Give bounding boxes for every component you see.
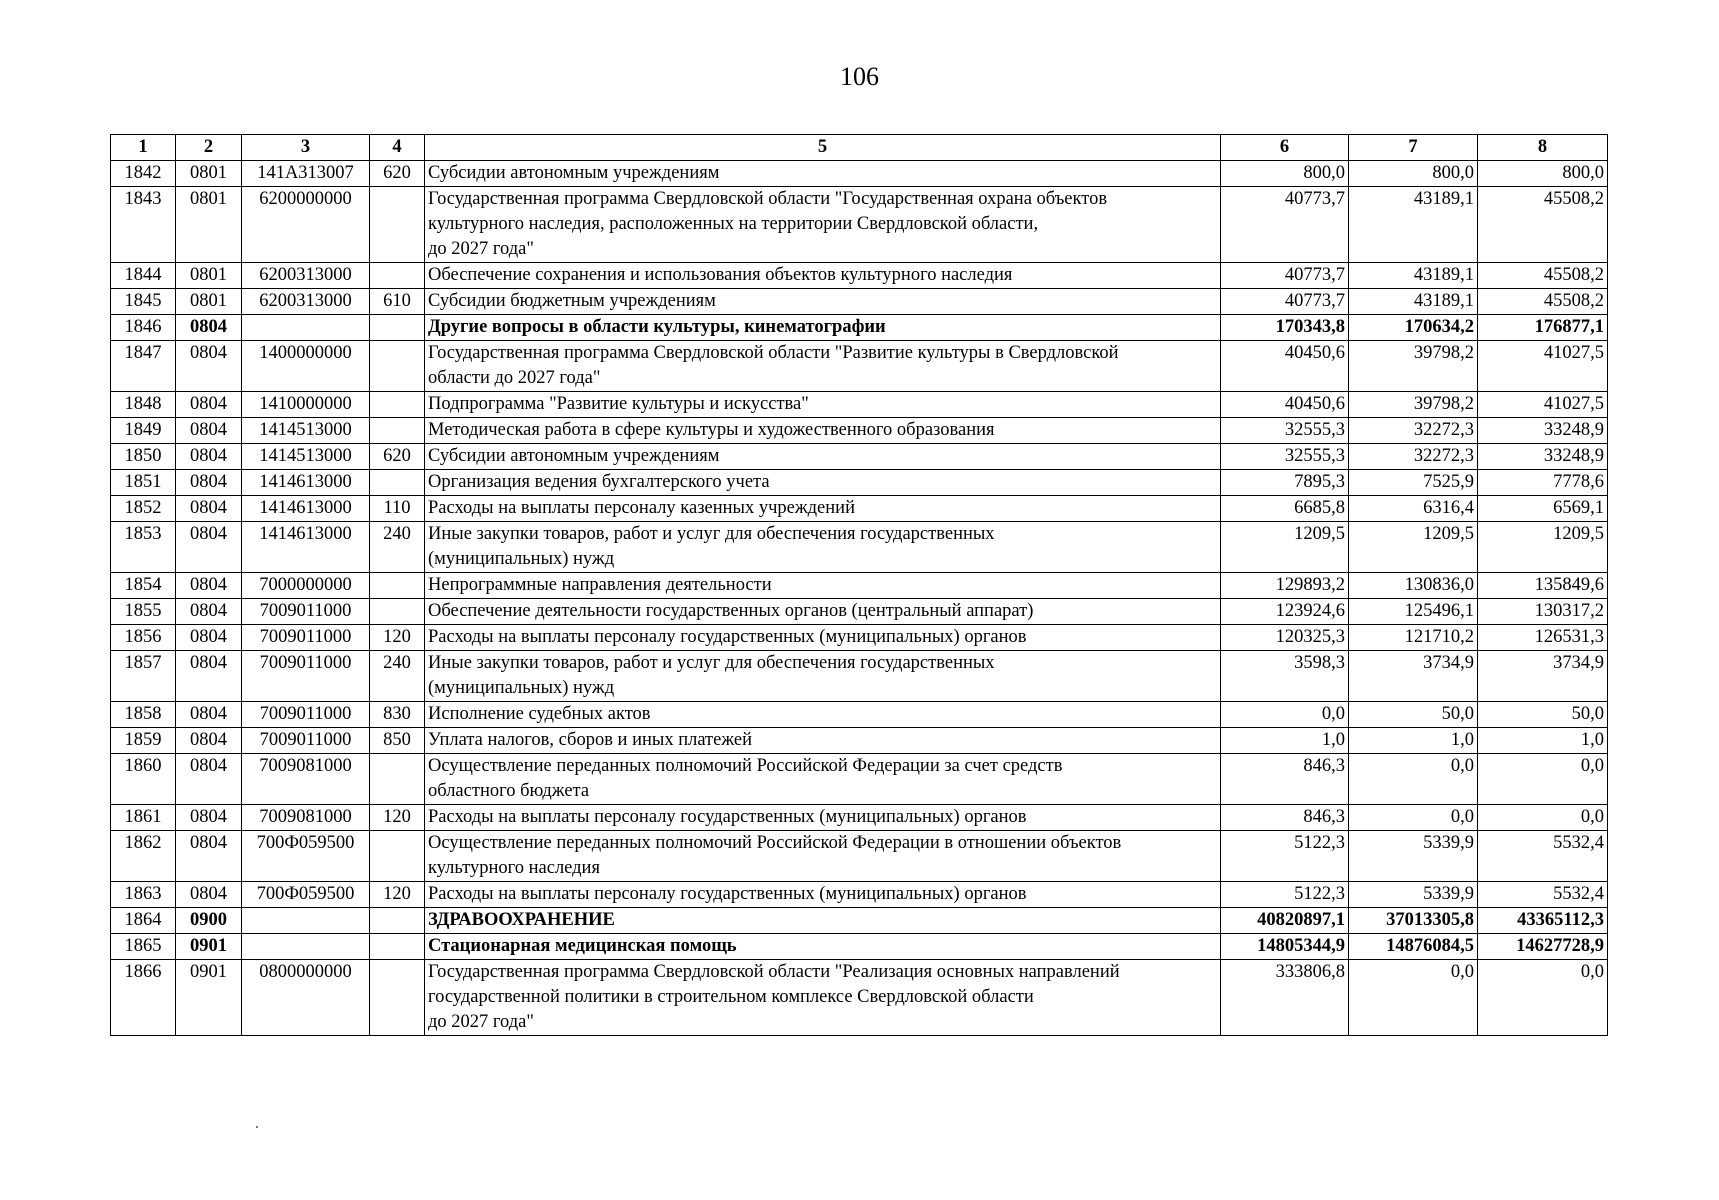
amount-2027-cell: 1,0: [1478, 728, 1608, 754]
table-row: [111, 496, 1608, 522]
header-col-6: 6: [1221, 135, 1349, 161]
amount-2025-cell: 1209,5: [1221, 522, 1349, 573]
expense-type-cell: [370, 599, 425, 625]
amount-2027-cell: 41027,5: [1478, 341, 1608, 392]
table-row: [111, 161, 1608, 187]
amount-2026-cell: 43189,1: [1349, 187, 1478, 263]
table-row: [111, 625, 1608, 651]
row-number-cell: 1858: [111, 702, 176, 728]
description-cell: [425, 702, 1221, 728]
table-row: [111, 728, 1608, 754]
amount-2027-cell: 45508,2: [1478, 187, 1608, 263]
expense-type-cell: [370, 263, 425, 289]
description-line: Уплата налогов, сборов и иных платежей: [428, 730, 753, 750]
description-line: культурного наследия, расположенных на территории Свердловской области,: [428, 214, 1039, 234]
amount-2027-cell: 33248,9: [1478, 418, 1608, 444]
amount-2025-cell: 6685,8: [1221, 496, 1349, 522]
amount-2025-cell: 14805344,9: [1221, 934, 1349, 960]
table-row: [111, 934, 1608, 960]
amount-2027-cell: 50,0: [1478, 702, 1608, 728]
amount-2025-cell: 32555,3: [1221, 444, 1349, 470]
description-cell: [425, 289, 1221, 315]
amount-2026-cell: 6316,4: [1349, 496, 1478, 522]
description-line: до 2027 года": [428, 1012, 534, 1032]
row-number-cell: 1843: [111, 187, 176, 263]
amount-2027-cell: 0,0: [1478, 805, 1608, 831]
amount-2026-cell: 130836,0: [1349, 573, 1478, 599]
expense-type-cell: [370, 315, 425, 341]
table-row: [111, 651, 1608, 702]
row-number-cell: 1859: [111, 728, 176, 754]
description-line: культурного наследия: [428, 858, 600, 878]
description-cell: [425, 161, 1221, 187]
target-code-cell: 700Ф059500: [242, 831, 370, 882]
description-line: Расходы на выплаты персоналу государственных (муниципальных) органов: [428, 807, 1027, 827]
description-cell: [425, 882, 1221, 908]
section-code-cell: 0901: [176, 934, 242, 960]
amount-2026-cell: 121710,2: [1349, 625, 1478, 651]
section-code-cell: 0804: [176, 315, 242, 341]
section-code-cell: 0804: [176, 754, 242, 805]
target-code-cell: 7000000000: [242, 573, 370, 599]
table-row: [111, 392, 1608, 418]
amount-2025-cell: 129893,2: [1221, 573, 1349, 599]
row-number-cell: 1854: [111, 573, 176, 599]
expense-type-cell: [370, 341, 425, 392]
table-row: [111, 908, 1608, 934]
section-code-cell: 0804: [176, 625, 242, 651]
budget-table: [110, 134, 1608, 1036]
target-code-cell: 6200000000: [242, 187, 370, 263]
amount-2025-cell: 123924,6: [1221, 599, 1349, 625]
amount-2026-cell: 39798,2: [1349, 392, 1478, 418]
expense-type-cell: 850: [370, 728, 425, 754]
amount-2027-cell: 6569,1: [1478, 496, 1608, 522]
expense-type-cell: 240: [370, 651, 425, 702]
amount-2026-cell: 50,0: [1349, 702, 1478, 728]
amount-2027-cell: 0,0: [1478, 754, 1608, 805]
row-number-cell: 1852: [111, 496, 176, 522]
scan-speck: [256, 1126, 258, 1128]
description-line: государственной политики в строительном комплексе Свердловской области: [428, 987, 1034, 1007]
description-cell: [425, 599, 1221, 625]
section-code-cell: 0801: [176, 263, 242, 289]
expense-type-cell: [370, 573, 425, 599]
section-code-cell: 0804: [176, 702, 242, 728]
description-cell: [425, 573, 1221, 599]
section-code-cell: 0804: [176, 470, 242, 496]
description-cell: [425, 315, 1221, 341]
amount-2026-cell: 5339,9: [1349, 831, 1478, 882]
description-line: Расходы на выплаты персоналу казенных учреждений: [428, 498, 855, 518]
amount-2026-cell: 43189,1: [1349, 263, 1478, 289]
amount-2025-cell: 40450,6: [1221, 341, 1349, 392]
amount-2025-cell: 40773,7: [1221, 263, 1349, 289]
section-code-cell: 0804: [176, 522, 242, 573]
amount-2026-cell: 32272,3: [1349, 418, 1478, 444]
target-code-cell: 0800000000: [242, 960, 370, 1036]
header-col-4: 4: [370, 135, 425, 161]
table-row: [111, 599, 1608, 625]
amount-2025-cell: 0,0: [1221, 702, 1349, 728]
description-cell: [425, 805, 1221, 831]
description-cell: [425, 522, 1221, 573]
row-number-cell: 1856: [111, 625, 176, 651]
target-code-cell: [242, 908, 370, 934]
target-code-cell: 1414613000: [242, 522, 370, 573]
target-code-cell: 1410000000: [242, 392, 370, 418]
description-line: Осуществление переданных полномочий Российской Федерации за счет средств: [428, 756, 1063, 776]
amount-2026-cell: 43189,1: [1349, 289, 1478, 315]
amount-2026-cell: 14876084,5: [1349, 934, 1478, 960]
section-code-cell: 0804: [176, 496, 242, 522]
description-line: (муниципальных) нужд: [428, 549, 615, 569]
table-row: [111, 444, 1608, 470]
section-code-cell: 0804: [176, 651, 242, 702]
amount-2026-cell: 125496,1: [1349, 599, 1478, 625]
description-line: Иные закупки товаров, работ и услуг для обеспечения государственных: [428, 653, 995, 673]
amount-2026-cell: 0,0: [1349, 960, 1478, 1036]
amount-2025-cell: 40773,7: [1221, 289, 1349, 315]
description-line: Субсидии бюджетным учреждениям: [428, 291, 716, 311]
description-cell: [425, 651, 1221, 702]
table-row: [111, 805, 1608, 831]
description-line: Организация ведения бухгалтерского учета: [428, 472, 770, 492]
amount-2027-cell: 1209,5: [1478, 522, 1608, 573]
target-code-cell: 7009011000: [242, 702, 370, 728]
description-line: Государственная программа Свердловской области "Реализация основных направлений: [428, 962, 1120, 982]
amount-2027-cell: 7778,6: [1478, 470, 1608, 496]
amount-2027-cell: 0,0: [1478, 960, 1608, 1036]
description-line: областного бюджета: [428, 781, 590, 801]
amount-2026-cell: 37013305,8: [1349, 908, 1478, 934]
description-line: Осуществление переданных полномочий Российской Федерации в отношении объектов: [428, 833, 1122, 853]
amount-2025-cell: 846,3: [1221, 805, 1349, 831]
header-col-2: 2: [176, 135, 242, 161]
section-code-cell: 0801: [176, 187, 242, 263]
target-code-cell: 1414613000: [242, 470, 370, 496]
target-code-cell: 6200313000: [242, 263, 370, 289]
target-code-cell: 1414513000: [242, 444, 370, 470]
expense-type-cell: 120: [370, 625, 425, 651]
amount-2027-cell: 126531,3: [1478, 625, 1608, 651]
page-number: 106: [840, 62, 879, 91]
table-row: [111, 882, 1608, 908]
expense-type-cell: 240: [370, 522, 425, 573]
amount-2025-cell: 846,3: [1221, 754, 1349, 805]
description-line: до 2027 года": [428, 239, 534, 259]
table-row: [111, 522, 1608, 573]
expense-type-cell: [370, 392, 425, 418]
amount-2026-cell: 0,0: [1349, 805, 1478, 831]
row-number-cell: 1863: [111, 882, 176, 908]
row-number-cell: 1855: [111, 599, 176, 625]
table-row: [111, 470, 1608, 496]
description-cell: [425, 908, 1221, 934]
table-body: [111, 161, 1608, 1036]
description-line: Непрограммные направления деятельности: [428, 575, 772, 595]
amount-2025-cell: 40450,6: [1221, 392, 1349, 418]
target-code-cell: [242, 315, 370, 341]
description-line: Государственная программа Свердловской области "Государственная охрана объектов: [428, 189, 1108, 209]
section-code-cell: 0804: [176, 444, 242, 470]
description-line: ЗДРАВООХРАНЕНИЕ: [428, 910, 615, 930]
row-number-cell: 1844: [111, 263, 176, 289]
amount-2025-cell: 120325,3: [1221, 625, 1349, 651]
header-col-5: 5: [425, 135, 1221, 161]
amount-2025-cell: 3598,3: [1221, 651, 1349, 702]
description-line: Субсидии автономным учреждениям: [428, 163, 720, 183]
amount-2027-cell: 45508,2: [1478, 263, 1608, 289]
section-code-cell: 0804: [176, 341, 242, 392]
target-code-cell: 7009011000: [242, 728, 370, 754]
amount-2025-cell: 40820897,1: [1221, 908, 1349, 934]
amount-2026-cell: 39798,2: [1349, 341, 1478, 392]
row-number-cell: 1866: [111, 960, 176, 1036]
row-number-cell: 1845: [111, 289, 176, 315]
target-code-cell: 7009011000: [242, 599, 370, 625]
section-code-cell: 0804: [176, 728, 242, 754]
table-row: [111, 263, 1608, 289]
table-row: [111, 960, 1608, 1036]
section-code-cell: 0804: [176, 573, 242, 599]
description-line: Методическая работа в сфере культуры и художественного образования: [428, 420, 995, 440]
description-cell: [425, 341, 1221, 392]
header-col-7: 7: [1349, 135, 1478, 161]
row-number-cell: 1860: [111, 754, 176, 805]
row-number-cell: 1862: [111, 831, 176, 882]
header-col-1: 1: [111, 135, 176, 161]
amount-2026-cell: 800,0: [1349, 161, 1478, 187]
description-cell: [425, 418, 1221, 444]
table-row: [111, 418, 1608, 444]
amount-2026-cell: 0,0: [1349, 754, 1478, 805]
amount-2027-cell: 130317,2: [1478, 599, 1608, 625]
description-cell: [425, 831, 1221, 882]
expense-type-cell: 610: [370, 289, 425, 315]
table-row: [111, 573, 1608, 599]
header-col-3: 3: [242, 135, 370, 161]
section-code-cell: 0901: [176, 960, 242, 1036]
table-row: [111, 702, 1608, 728]
amount-2027-cell: 5532,4: [1478, 831, 1608, 882]
amount-2025-cell: 32555,3: [1221, 418, 1349, 444]
row-number-cell: 1857: [111, 651, 176, 702]
table-row: [111, 831, 1608, 882]
expense-type-cell: 620: [370, 161, 425, 187]
expense-type-cell: [370, 934, 425, 960]
amount-2025-cell: 5122,3: [1221, 882, 1349, 908]
target-code-cell: 1414613000: [242, 496, 370, 522]
table-header: [111, 135, 1608, 161]
amount-2026-cell: 170634,2: [1349, 315, 1478, 341]
amount-2027-cell: 43365112,3: [1478, 908, 1608, 934]
amount-2025-cell: 5122,3: [1221, 831, 1349, 882]
section-code-cell: 0804: [176, 882, 242, 908]
amount-2027-cell: 800,0: [1478, 161, 1608, 187]
row-number-cell: 1842: [111, 161, 176, 187]
description-line: Расходы на выплаты персоналу государственных (муниципальных) органов: [428, 627, 1027, 647]
target-code-cell: 1414513000: [242, 418, 370, 444]
description-line: Субсидии автономным учреждениям: [428, 446, 720, 466]
expense-type-cell: 120: [370, 882, 425, 908]
description-cell: [425, 187, 1221, 263]
description-line: Обеспечение сохранения и использования объектов культурного наследия: [428, 265, 1013, 285]
section-code-cell: 0801: [176, 161, 242, 187]
amount-2027-cell: 14627728,9: [1478, 934, 1608, 960]
description-line: (муниципальных) нужд: [428, 678, 615, 698]
target-code-cell: 141A313007: [242, 161, 370, 187]
description-line: области до 2027 года": [428, 368, 601, 388]
table-row: [111, 341, 1608, 392]
row-number-cell: 1846: [111, 315, 176, 341]
description-cell: [425, 754, 1221, 805]
expense-type-cell: [370, 831, 425, 882]
amount-2027-cell: 33248,9: [1478, 444, 1608, 470]
amount-2025-cell: 333806,8: [1221, 960, 1349, 1036]
target-code-cell: 1400000000: [242, 341, 370, 392]
header-row: [111, 135, 1608, 161]
expense-type-cell: [370, 960, 425, 1036]
section-code-cell: 0804: [176, 805, 242, 831]
amount-2027-cell: 135849,6: [1478, 573, 1608, 599]
description-cell: [425, 728, 1221, 754]
amount-2025-cell: 7895,3: [1221, 470, 1349, 496]
amount-2026-cell: 5339,9: [1349, 882, 1478, 908]
description-cell: [425, 496, 1221, 522]
amount-2027-cell: 5532,4: [1478, 882, 1608, 908]
section-code-cell: 0804: [176, 599, 242, 625]
row-number-cell: 1864: [111, 908, 176, 934]
row-number-cell: 1853: [111, 522, 176, 573]
row-number-cell: 1850: [111, 444, 176, 470]
amount-2026-cell: 3734,9: [1349, 651, 1478, 702]
section-code-cell: 0804: [176, 418, 242, 444]
amount-2027-cell: 41027,5: [1478, 392, 1608, 418]
row-number-cell: 1848: [111, 392, 176, 418]
amount-2025-cell: 40773,7: [1221, 187, 1349, 263]
expense-type-cell: 120: [370, 805, 425, 831]
table-row: [111, 289, 1608, 315]
table-row: [111, 315, 1608, 341]
amount-2026-cell: 1,0: [1349, 728, 1478, 754]
description-line: Обеспечение деятельности государственных органов (центральный аппарат): [428, 601, 1034, 621]
target-code-cell: 7009011000: [242, 651, 370, 702]
target-code-cell: 7009081000: [242, 754, 370, 805]
row-number-cell: 1847: [111, 341, 176, 392]
expense-type-cell: [370, 754, 425, 805]
target-code-cell: 6200313000: [242, 289, 370, 315]
target-code-cell: 700Ф059500: [242, 882, 370, 908]
row-number-cell: 1865: [111, 934, 176, 960]
description-cell: [425, 934, 1221, 960]
description-cell: [425, 470, 1221, 496]
description-line: Другие вопросы в области культуры, кинематографии: [428, 317, 886, 337]
expense-type-cell: [370, 908, 425, 934]
target-code-cell: 7009011000: [242, 625, 370, 651]
target-code-cell: 7009081000: [242, 805, 370, 831]
description-line: Государственная программа Свердловской области "Развитие культуры в Свердловской: [428, 343, 1119, 363]
amount-2026-cell: 7525,9: [1349, 470, 1478, 496]
row-number-cell: 1851: [111, 470, 176, 496]
description-line: Иные закупки товаров, работ и услуг для обеспечения государственных: [428, 524, 995, 544]
description-line: Подпрограмма "Развитие культуры и искусства": [428, 394, 809, 414]
amount-2025-cell: 1,0: [1221, 728, 1349, 754]
description-cell: [425, 960, 1221, 1036]
header-col-8: 8: [1478, 135, 1608, 161]
description-line: Стационарная медицинская помощь: [428, 936, 737, 956]
target-code-cell: [242, 934, 370, 960]
description-cell: [425, 263, 1221, 289]
expense-type-cell: [370, 187, 425, 263]
expense-type-cell: 620: [370, 444, 425, 470]
amount-2026-cell: 1209,5: [1349, 522, 1478, 573]
expense-type-cell: 110: [370, 496, 425, 522]
description-cell: [425, 392, 1221, 418]
table-row: [111, 187, 1608, 263]
expense-type-cell: [370, 470, 425, 496]
amount-2027-cell: 176877,1: [1478, 315, 1608, 341]
amount-2025-cell: 800,0: [1221, 161, 1349, 187]
section-code-cell: 0900: [176, 908, 242, 934]
description-line: Исполнение судебных актов: [428, 704, 651, 724]
section-code-cell: 0801: [176, 289, 242, 315]
row-number-cell: 1849: [111, 418, 176, 444]
description-line: Расходы на выплаты персоналу государственных (муниципальных) органов: [428, 884, 1027, 904]
table-row: [111, 754, 1608, 805]
amount-2025-cell: 170343,8: [1221, 315, 1349, 341]
expense-type-cell: 830: [370, 702, 425, 728]
expense-type-cell: [370, 418, 425, 444]
amount-2026-cell: 32272,3: [1349, 444, 1478, 470]
amount-2027-cell: 3734,9: [1478, 651, 1608, 702]
amount-2027-cell: 45508,2: [1478, 289, 1608, 315]
row-number-cell: 1861: [111, 805, 176, 831]
section-code-cell: 0804: [176, 392, 242, 418]
section-code-cell: 0804: [176, 831, 242, 882]
description-cell: [425, 625, 1221, 651]
description-cell: [425, 444, 1221, 470]
